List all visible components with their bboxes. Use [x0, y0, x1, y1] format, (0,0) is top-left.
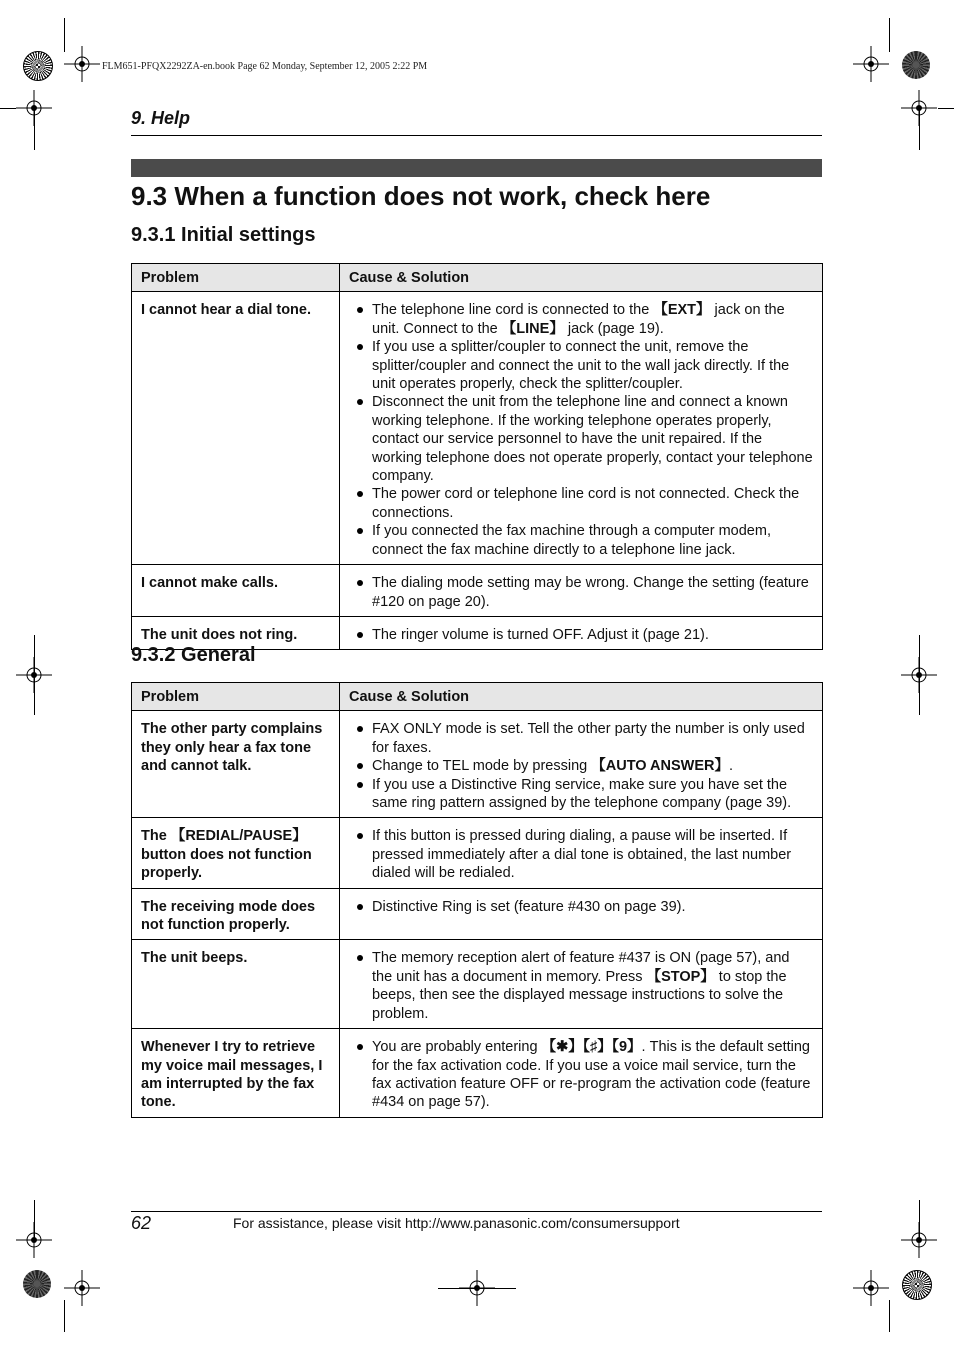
text-segment: The power cord or telephone line cord is not connected. Check the connections.	[372, 486, 800, 521]
footer-support-text: For assistance, please visit http://www.panasonic.com/consumersupport	[233, 1215, 680, 1231]
crosshair-icon	[853, 46, 889, 82]
solution-list	[349, 898, 813, 916]
crop-mark	[0, 108, 16, 109]
text-segment: Change to TEL mode by pressing	[372, 758, 592, 775]
solution-item	[349, 301, 813, 338]
table-header-row	[132, 683, 823, 711]
crop-mark	[919, 635, 920, 715]
subsection-title-initial-settings: 9.3.1 Initial settings	[131, 224, 316, 246]
solution-cell	[340, 818, 823, 888]
solution-list	[349, 720, 813, 812]
crop-mark	[919, 110, 920, 150]
solution-item	[349, 626, 813, 644]
subsection-title-general: 9.3.2 General	[131, 644, 256, 666]
solution-item	[349, 1038, 813, 1112]
table-row	[132, 1029, 823, 1118]
problem-cell: The unit does not ring.	[132, 616, 340, 649]
crop-mark	[34, 635, 35, 715]
section-band	[131, 159, 822, 177]
solution-cell	[340, 565, 823, 617]
crop-mark	[64, 1300, 65, 1332]
key-label: 【 9 】	[612, 1039, 642, 1055]
solution-list	[349, 301, 813, 559]
crop-mark	[64, 18, 65, 52]
text-segment: jack (page 19).	[563, 320, 664, 337]
problem-cell: The receiving mode does not function properly.	[132, 888, 340, 940]
text-segment: If you connected the fax machine through a computer modem, connect the fax machine directly to a telephone line jack.	[372, 523, 771, 558]
table-row	[132, 711, 823, 818]
key-label: 【 AUTO ANSWER 】	[591, 758, 729, 774]
problem-cell: The other party complains they only hear a fax tone and cannot talk.	[132, 711, 340, 818]
print-header: FLM651-PFQX2292ZA-en.book Page 62 Monday, September 12, 2005 2:22 PM	[102, 61, 428, 72]
text-segment: Disconnect the unit from the telephone line and connect a known working telephone. If the working telephone operates properly, contact our service personnel to have the unit repaired. If the working telephone does not operate properly, contact your telephone company.	[372, 394, 813, 485]
crosshair-icon	[64, 46, 100, 82]
key-label: 【 ✱ 】	[542, 1039, 583, 1055]
column-header-problem: Problem	[132, 683, 340, 711]
key-label: 【 EXT 】	[653, 302, 710, 318]
solution-item	[349, 898, 813, 916]
solution-list	[349, 1038, 813, 1112]
key-label: 【 REDIAL/PAUSE 】	[171, 828, 307, 844]
table-row	[132, 940, 823, 1029]
solution-item	[349, 827, 813, 882]
registration-star-icon	[23, 1270, 51, 1298]
solution-item	[349, 757, 813, 775]
text-segment: .	[729, 758, 734, 775]
column-header-problem: Problem	[132, 264, 340, 292]
crop-mark	[938, 108, 954, 109]
text-segment: If you use a splitter/coupler to connect the unit, remove the splitter/coupler and connect the unit to the wall jack directly. If the unit operates properly, check the splitter/coupler.	[372, 339, 790, 393]
crop-mark	[34, 1200, 35, 1240]
table-row	[132, 818, 823, 888]
problem-cell: Whenever I try to retrieve my voice mail messages, I am interrupted by the fax tone.	[132, 1029, 340, 1118]
solution-item	[349, 949, 813, 1023]
crop-mark	[438, 1288, 516, 1289]
table-header-row	[132, 264, 823, 292]
text-segment: button does not function properly.	[141, 846, 312, 882]
text-segment: The dialing mode setting may be wrong. Change the setting (feature #120 on page 20).	[372, 575, 809, 610]
solution-item	[349, 522, 813, 559]
solution-list	[349, 574, 813, 611]
text-segment: The	[141, 828, 171, 845]
solution-list	[349, 949, 813, 1023]
table-row	[132, 565, 823, 617]
text-segment: The memory reception alert of feature #437 is ON (page 57), and the unit has a document in memory. Press	[372, 950, 790, 985]
text-segment: FAX ONLY mode is set. Tell the other party the number is only used for faxes.	[372, 721, 805, 756]
registration-star-icon	[902, 1270, 932, 1300]
key-label: 【 STOP 】	[647, 969, 715, 985]
troubleshooting-table-general	[131, 682, 823, 1118]
text-segment: Distinctive Ring is set (feature #430 on page 39).	[372, 898, 686, 915]
table-row	[132, 292, 823, 565]
problem-cell	[132, 818, 340, 888]
solution-cell	[340, 711, 823, 818]
solution-list	[349, 626, 813, 644]
crop-mark	[889, 18, 890, 52]
text-segment: to stop the beeps, then see the displayed message instructions to solve the problem.	[372, 968, 787, 1022]
divider	[131, 135, 822, 136]
table-row	[132, 888, 823, 940]
key-label: 【 ♯ 】	[583, 1039, 612, 1055]
text-segment: The ringer volume is turned OFF. Adjust it (page 21).	[372, 626, 709, 643]
crosshair-icon	[64, 1270, 100, 1306]
troubleshooting-table-initial	[131, 263, 823, 650]
registration-star-icon	[902, 51, 930, 79]
solution-cell	[340, 940, 823, 1029]
solution-item	[349, 485, 813, 522]
footer-divider	[131, 1211, 822, 1212]
text-segment: If you use a Distinctive Ring service, make sure you have set the same ring pattern assigned by the telephone company (page 39).	[372, 776, 792, 812]
column-header-solution: Cause & Solution	[340, 264, 823, 292]
solution-cell	[340, 292, 823, 565]
problem-cell: I cannot make calls.	[132, 565, 340, 617]
page-title: 9.3 When a function does not work, check here	[131, 181, 711, 211]
crop-mark	[34, 110, 35, 150]
solution-cell	[340, 888, 823, 940]
problem-cell: I cannot hear a dial tone.	[132, 292, 340, 565]
crosshair-icon	[853, 1270, 889, 1306]
text-segment: jack on the unit. Connect to the	[372, 302, 785, 337]
chapter-title: 9. Help	[131, 108, 191, 128]
crop-mark	[919, 1200, 920, 1240]
solution-item	[349, 776, 813, 813]
solution-list	[349, 827, 813, 882]
registration-star-icon	[23, 51, 53, 81]
text-segment: If this button is pressed during dialing, a pause will be inserted. If pressed immediately after a dial tone is obtained, the last number dialed will be redialed.	[372, 828, 792, 882]
crop-mark	[889, 1300, 890, 1332]
page-number: 62	[131, 1213, 152, 1233]
column-header-solution: Cause & Solution	[340, 683, 823, 711]
solution-item	[349, 338, 813, 393]
text-segment: The telephone line cord is connected to the	[372, 302, 654, 319]
problem-cell: The unit beeps.	[132, 940, 340, 1029]
solution-item	[349, 574, 813, 611]
text-segment: . This is the default setting for the fax activation code. If you use a voice mail service, turn the fax activation feature OFF or re-program the activation code (feature #434 on page 57).	[372, 1039, 811, 1111]
key-label: 【 LINE 】	[502, 321, 564, 337]
text-segment: You are probably entering	[372, 1039, 542, 1056]
solution-cell	[340, 616, 823, 649]
solution-item	[349, 720, 813, 757]
solution-item	[349, 393, 813, 485]
solution-cell	[340, 1029, 823, 1118]
